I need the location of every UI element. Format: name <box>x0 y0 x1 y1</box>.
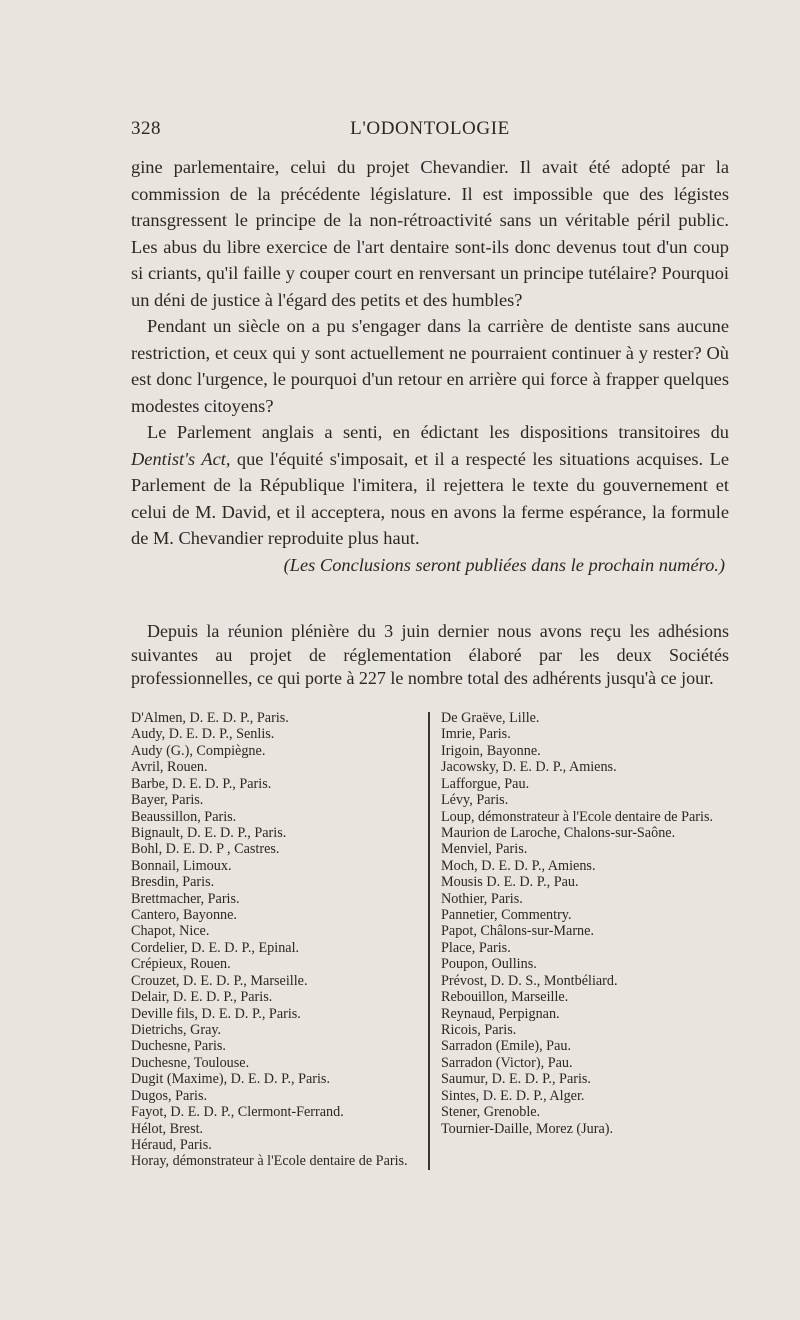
member-entry: Dugit (Maxime), D. E. D. P., Paris. <box>131 1071 331 1088</box>
member-entry: De Graëve, Lille. <box>441 710 540 726</box>
member-entry: Hélot, Brest. <box>131 1120 204 1137</box>
member-entry: Cantero, Bayonne. <box>131 907 237 924</box>
member-entry: Maurion de Laroche, Chalons-sur-Saône. <box>441 824 676 841</box>
member-entry: Loup, démonstrateur à l'Ecole dentaire de Paris. <box>441 808 714 825</box>
member-entry: Ricois, Paris. <box>441 1022 517 1039</box>
member-entry: Bresdin, Paris. <box>131 874 215 891</box>
conclusion-note: (Les Conclusions seront publiées dans le prochain numéro.) <box>283 554 725 575</box>
member-entry: Cordelier, D. E. D. P., Epinal. <box>131 939 300 956</box>
member-entry: Stener, Grenoble. <box>441 1104 541 1121</box>
paragraph-3-text-a: Le Parlement anglais a senti, en édictant les dispositions transitoires du <box>147 422 729 442</box>
member-entry: Chapot, Nice. <box>131 923 210 940</box>
member-entry: Delair, D. E. D. P., Paris. <box>131 989 273 1006</box>
member-entry: Brettmacher, Paris. <box>131 890 240 907</box>
member-entry: Dietrichs, Gray. <box>131 1022 222 1039</box>
member-entry: Poupon, Oullins. <box>441 956 537 973</box>
member-entry: Sintes, D. E. D. P., Alger. <box>441 1087 585 1104</box>
adhesions-section <box>131 620 729 691</box>
member-entry: Mousis D. E. D. P., Pau. <box>441 874 579 891</box>
member-entry: D'Almen, D. E. D. P., Paris. <box>131 710 289 726</box>
dentists-act-title: Dentist's Act, <box>131 448 231 469</box>
member-entry: Crépieux, Rouen. <box>131 956 231 973</box>
member-entry: Reynaud, Perpignan. <box>441 1005 560 1022</box>
member-entry: Nothier, Paris. <box>441 890 523 907</box>
member-entry: Prévost, D. D. S., Montbéliard. <box>441 972 618 989</box>
member-entry: Moch, D. E. D. P., Amiens. <box>441 857 596 874</box>
member-entry: Sarradon (Victor), Pau. <box>441 1054 573 1071</box>
member-entry: Avril, Rouen. <box>131 759 208 776</box>
member-entry: Dugos, Paris. <box>131 1087 208 1104</box>
member-entry: Jacowsky, D. E. D. P., Amiens. <box>441 759 617 776</box>
member-entry: Menviel, Paris. <box>441 841 528 858</box>
member-entry: Irigoin, Bayonne. <box>441 742 541 759</box>
member-entry: Horay, démonstrateur à l'Ecole dentaire de Paris. <box>131 1153 408 1170</box>
member-entry: Rebouillon, Marseille. <box>441 989 569 1006</box>
page-number: 328 <box>131 118 161 139</box>
article-body <box>131 154 729 578</box>
member-entry: Saumur, D. E. D. P., Paris. <box>441 1071 591 1088</box>
member-entry: Lafforgue, Pau. <box>441 775 530 792</box>
member-entry: Papot, Châlons-sur-Marne. <box>441 923 594 940</box>
member-entry: Bohl, D. E. D. P , Castres. <box>131 841 280 858</box>
member-entry: Deville fils, D. E. D. P., Paris. <box>131 1005 301 1022</box>
column-divider <box>428 712 430 1170</box>
member-entry: Beaussillon, Paris. <box>131 808 237 825</box>
paragraph-2: Pendant un siècle on a pu s'engager dans la carrière de dentiste sans aucune restriction, et ceux qui y sont actuellement ne pourraient continuer à y rester? Où est donc l'urgence, le pourquoi d'un retour en arrière qui force à frapper quelques modestes citoyens? <box>131 316 729 416</box>
member-entry: Bayer, Paris. <box>131 792 204 809</box>
member-entry: Audy (G.), Compiègne. <box>131 742 266 759</box>
member-entry: Duchesne, Toulouse. <box>131 1054 250 1071</box>
page-header <box>131 118 729 142</box>
member-entry: Bonnail, Limoux. <box>131 857 232 874</box>
member-entry: Sarradon (Emile), Pau. <box>441 1038 572 1055</box>
member-entry: Crouzet, D. E. D. P., Marseille. <box>131 972 308 989</box>
member-entry: Duchesne, Paris. <box>131 1038 226 1055</box>
member-entry: Fayot, D. E. D. P., Clermont-Ferrand. <box>131 1104 344 1121</box>
adhesions-intro: Depuis la réunion plénière du 3 juin dernier nous avons reçu les adhésions suivantes au projet de réglementation élaboré par les deux Sociétés professionnelles, ce qui porte à 227 le nombre total des adhérents jusqu'à ce jour. <box>131 621 729 688</box>
member-entry: Place, Paris. <box>441 939 511 956</box>
running-title: L'ODONTOLOGIE <box>350 118 510 139</box>
paragraph-3 <box>131 419 729 552</box>
member-entry: Tournier-Daille, Morez (Jura). <box>441 1120 614 1137</box>
paragraph-3-text-b: que l'équité s'imposait, et il a respecté les situations acquises. Le Parlement de la République l'imitera, il rejettera le texte du gouvernement et celui de M. David, et il acceptera, nous en avons la ferme espérance, la formule de M. Chevandier reproduite plus haut. <box>131 448 729 548</box>
member-entry: Lévy, Paris. <box>441 792 509 809</box>
members-list-right <box>441 710 731 1137</box>
paragraph-1: gine parlementaire, celui du projet Chevandier. Il avait été adopté par la commission de la précédente législature. Il est impossible que des légistes transgressent le principe de la non-rétroactivité sans un véritable péril public. Les abus du libre exercice de l'art dentaire sont-ils donc devenus tout d'un coup si criants, qu'il faille y couper court en renversant un principe tutélaire? Pourquoi un déni de justice à l'égard des petits et des humbles? <box>131 157 729 310</box>
member-entry: Pannetier, Commentry. <box>441 907 572 924</box>
members-list-left <box>131 710 421 1170</box>
member-entry: Imrie, Paris. <box>441 726 511 743</box>
member-entry: Bignault, D. E. D. P., Paris. <box>131 824 287 841</box>
member-entry: Héraud, Paris. <box>131 1136 212 1153</box>
member-entry: Audy, D. E. D. P., Senlis. <box>131 726 275 743</box>
member-entry: Barbe, D. E. D. P., Paris. <box>131 775 272 792</box>
